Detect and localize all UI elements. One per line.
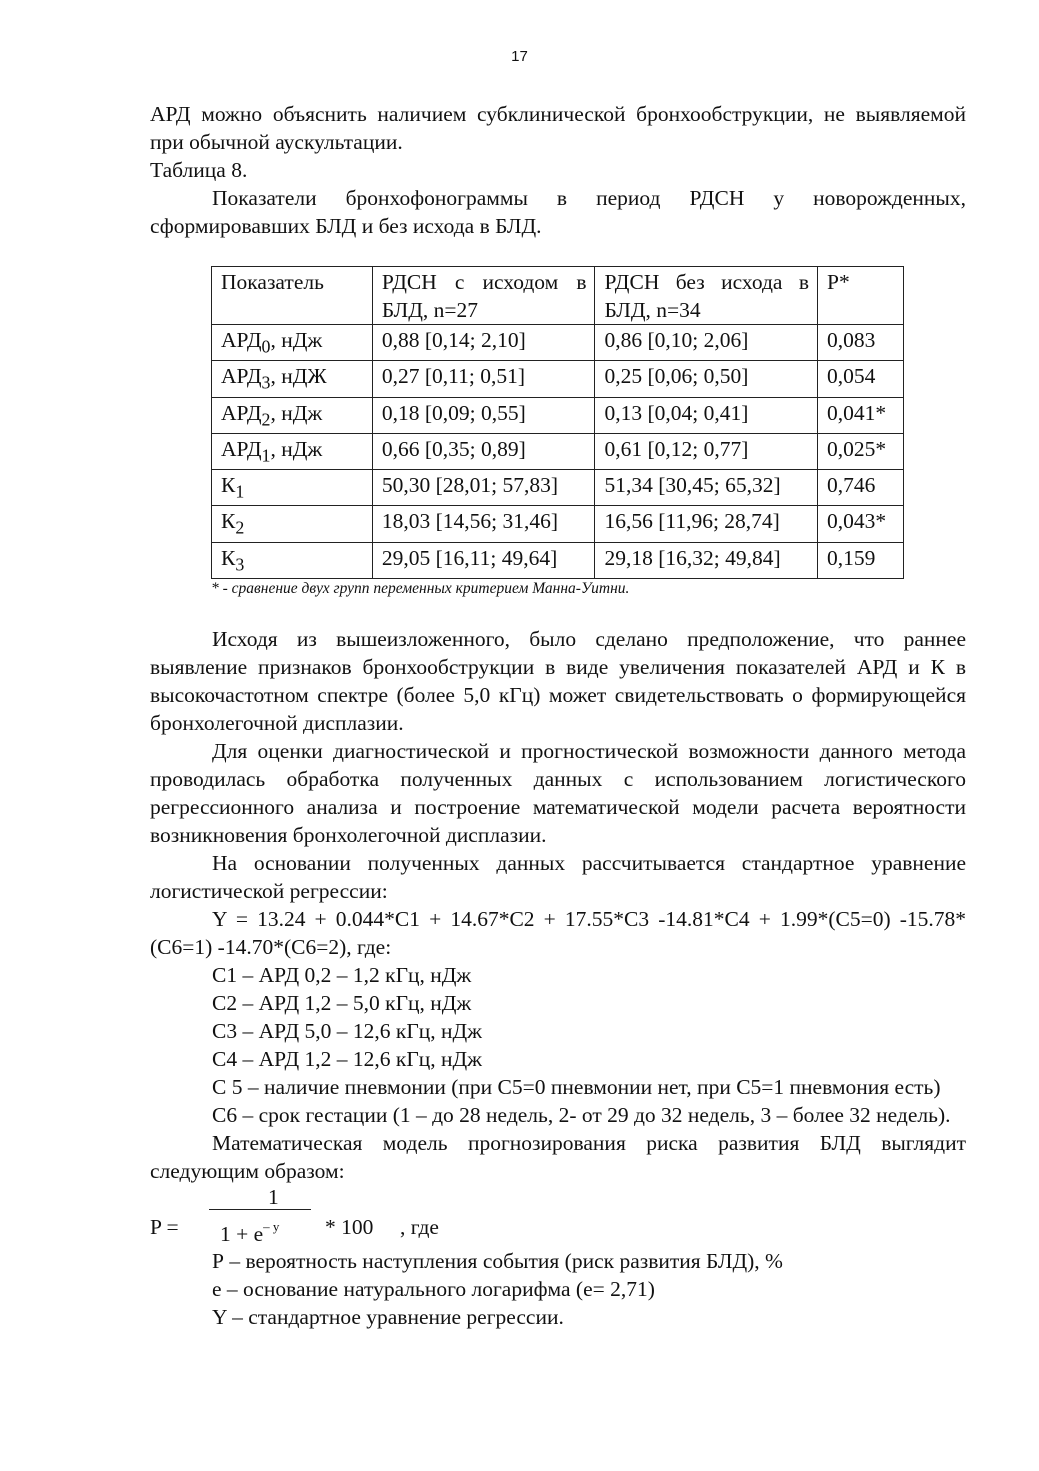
row-indicator: $АРД_0$, нДж (212, 325, 373, 361)
definition-p: Р – вероятность наступления события (риск развития БЛД), % (212, 1249, 783, 1274)
header-with-bpd: РДСН с исходом в БЛД, n=27 (372, 267, 595, 325)
table-row (212, 433, 904, 469)
definition-e: е – основание натурального логарифма (е= 2,71) (212, 1277, 655, 1302)
cell-p-value: 0,083 (818, 325, 904, 361)
formula-numerator: 1 (268, 1185, 279, 1210)
definition-y: Y – стандартное уравнение регрессии. (212, 1305, 564, 1330)
table-row (212, 506, 904, 542)
cell-p-value: 0,043* (818, 506, 904, 542)
header-indicator: Показатель (212, 267, 373, 325)
table-row (212, 325, 904, 361)
paragraph-method: Для оценки диагностической и прогностической возможности данного метода проводилась обработка полученных данных с использованием логистического регрессионного анализа и построение математической модели расчета вероятности возникновения бронхолегочной дисплазии. (150, 739, 966, 848)
paragraph-regression: На основании полученных данных рассчитывается стандартное уравнение логистической регрессии: (150, 851, 966, 904)
table-title: Показатели бронхофонограммы в период РДСН у новорожденных, сформировавших БЛД и без исхода в БЛД. (150, 186, 966, 238)
cell-p-value: 0,025* (818, 433, 904, 469)
variable-c3: С3 – АРД 5,0 – 12,6 кГц, нДж (212, 1019, 483, 1044)
header-p-value: P* (818, 267, 904, 325)
cell-with-bpd: 0,88 [0,14; 2,10] (372, 325, 595, 361)
formula-multiplier: * 100 (325, 1215, 374, 1240)
paragraph-model: Математическая модель прогнозирования риска развития БЛД выглядит следующим образом: (150, 1131, 966, 1184)
cell-without-bpd: 0,61 [0,12; 0,77] (595, 433, 818, 469)
cell-without-bpd: 16,56 [11,96; 28,74] (595, 506, 818, 542)
table-footnote: * - сравнение двух групп переменных критерием Манна-Уитни. (211, 580, 630, 598)
row-indicator: $К_3$ (212, 542, 373, 578)
fraction-bar (209, 1209, 311, 1210)
table-row (212, 542, 904, 578)
variable-c2: С2 – АРД 1,2 – 5,0 кГц, нДж (212, 991, 472, 1016)
cell-p-value: 0,746 (818, 470, 904, 506)
table-row (212, 361, 904, 397)
cell-p-value: 0,159 (818, 542, 904, 578)
cell-without-bpd: 0,86 [0,10; 2,06] (595, 325, 818, 361)
cell-with-bpd: 0,27 [0,11; 0,51] (372, 361, 595, 397)
table-label: Таблица 8. (150, 158, 248, 182)
formula-exponent: – у (263, 1219, 280, 1235)
row-indicator: $АРД_3$, нДЖ (212, 361, 373, 397)
page-number: 17 (511, 48, 528, 65)
cell-without-bpd: 29,18 [16,32; 49,84] (595, 542, 818, 578)
cell-with-bpd: 0,18 [0,09; 0,55] (372, 397, 595, 433)
variable-c5: С 5 – наличие пневмонии (при С5=0 пневмонии нет, при С5=1 пневмония есть) (212, 1075, 941, 1100)
paragraph-conclusion: Исходя из вышеизложенного, было сделано предположение, что раннее выявление признаков бронхообструкции в виде увеличения показателей АРД и К в высокочастотном спектре (более 5,0 кГц) может свидетельствовать о формирующейся бронхолегочной дисплазии. (150, 627, 966, 736)
probability-formula (150, 1185, 650, 1247)
variable-c1: С1 – АРД 0,2 – 1,2 кГц, нДж (212, 963, 472, 988)
header-without-bpd: РДСН без исхода в БЛД, n=34 (595, 267, 818, 325)
table-row (212, 397, 904, 433)
cell-without-bpd: 51,34 [30,45; 65,32] (595, 470, 818, 506)
row-indicator: $К_2$ (212, 506, 373, 542)
cell-p-value: 0,041* (818, 397, 904, 433)
row-indicator: $АРД_1$, нДж (212, 433, 373, 469)
cell-without-bpd: 0,25 [0,06; 0,50] (595, 361, 818, 397)
cell-with-bpd: 18,03 [14,56; 31,46] (372, 506, 595, 542)
results-table (211, 266, 904, 579)
paragraph-intro: АРД можно объяснить наличием субклинической бронхообструкции, не выявляемой при обычной аускультации. (150, 102, 966, 154)
variable-c6: С6 – срок гестации (1 – до 28 недель, 2- от 29 до 32 недель, 3 – более 32 недель). (212, 1103, 951, 1128)
cell-with-bpd: 0,66 [0,35; 0,89] (372, 433, 595, 469)
spacer (150, 240, 966, 266)
formula-lhs: P = (150, 1215, 179, 1240)
page-body (150, 100, 966, 1331)
variable-c4: С4 – АРД 1,2 – 12,6 кГц, нДж (212, 1047, 483, 1072)
formula-denominator: $1 + e^{- у}$ (220, 1219, 280, 1247)
row-indicator: $АРД_2$, нДж (212, 397, 373, 433)
row-indicator: $К_1$ (212, 470, 373, 506)
formula-where: , где (400, 1215, 439, 1240)
spacer (150, 599, 966, 625)
cell-p-value: 0,054 (818, 361, 904, 397)
cell-with-bpd: 50,30 [28,01; 57,83] (372, 470, 595, 506)
table-row (212, 470, 904, 506)
cell-without-bpd: 0,13 [0,04; 0,41] (595, 397, 818, 433)
cell-with-bpd: 29,05 [16,11; 49,64] (372, 542, 595, 578)
regression-equation: Y = 13.24 + 0.044*C1 + 14.67*C2 + 17.55*C3 -14.81*C4 + 1.99*(C5=0) -15.78*(C6=1) -14.70*(C6=2), где: (150, 907, 966, 960)
table-header-row (212, 267, 904, 325)
